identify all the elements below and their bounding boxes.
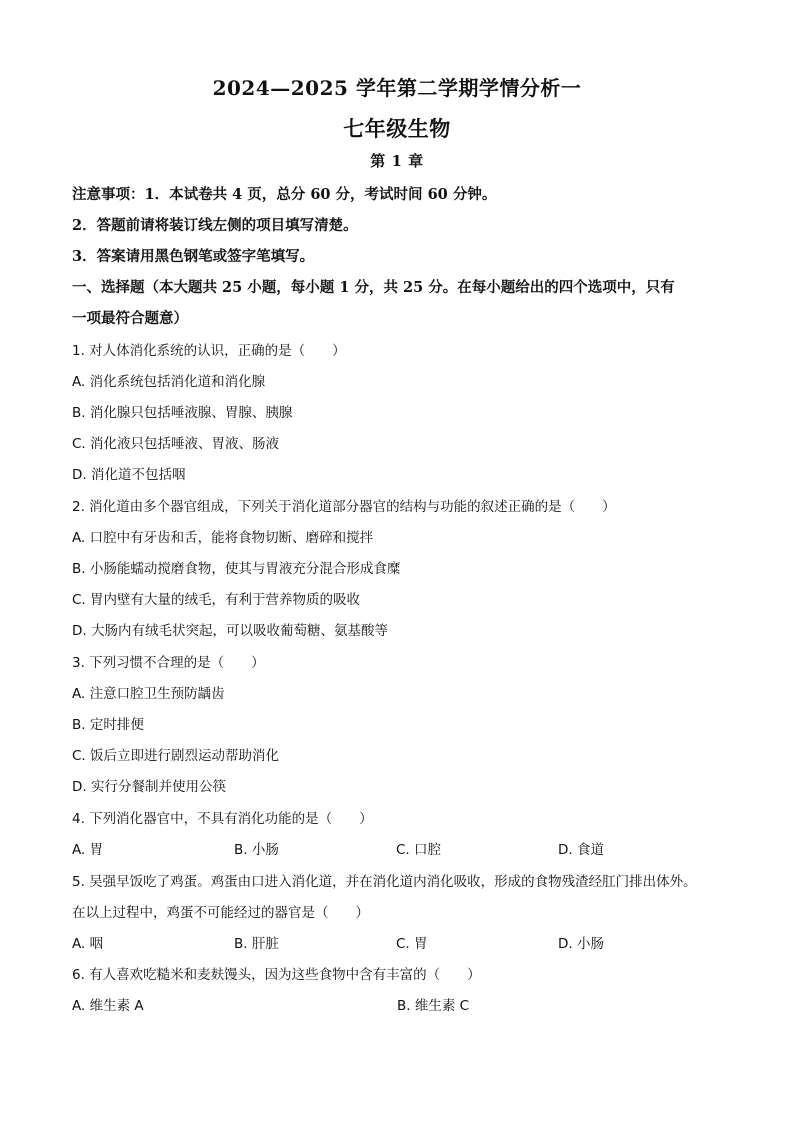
- exam-subject: 七年级生物: [343, 116, 451, 141]
- q2-option-d: D. 大肠内有绒毛状突起，可以吸收葡萄糖、氨基酸等: [72, 623, 388, 639]
- q5-stem-line2: 在以上过程中，鸡蛋不可能经过的器官是（ ）: [72, 905, 369, 921]
- note-3: 3．答案请用黑色钢笔或签字笔填写。: [72, 248, 315, 265]
- q3-option-d: D. 实行分餐制并使用公筷: [72, 779, 226, 795]
- q5-option-c: C. 胃: [396, 936, 428, 952]
- q1-stem: 1. 对人体消化系统的认识，正确的是（ ）: [72, 343, 346, 359]
- q4-option-a: A. 胃: [72, 842, 104, 858]
- q4-option-d: D. 食道: [558, 842, 604, 858]
- q5-stem-line1: 5. 吴强早饭吃了鸡蛋。鸡蛋由口进入消化道，并在消化道内消化吸收，形成的食物残渣经肛门排出体外。: [72, 874, 697, 890]
- q6-option-a: A. 维生素 A: [72, 998, 144, 1014]
- q1-option-b: B. 消化腺只包括唾液腺、胃腺、胰腺: [72, 405, 293, 421]
- q4-option-b: B. 小肠: [234, 842, 279, 858]
- q2-option-c: C. 胃内壁有大量的绒毛，有利于营养物质的吸收: [72, 592, 361, 608]
- q5-option-d: D. 小肠: [558, 936, 604, 952]
- q6-options: [72, 994, 722, 1014]
- note-1: 注意事项：1．本试卷共 4 页，总分 60 分，考试时间 60 分钟。: [72, 186, 497, 203]
- section-heading-line1: 一、选择题（本大题共 25 小题，每小题 1 分，共 25 分。在每小题给出的四个选项中，只有: [72, 279, 675, 296]
- q3-option-b: B. 定时排便: [72, 717, 144, 733]
- q1-option-c: C. 消化液只包括唾液、胃液、肠液: [72, 436, 280, 452]
- q2-stem: 2. 消化道由多个器官组成，下列关于消化道部分器官的结构与功能的叙述正确的是（ ）: [72, 499, 616, 515]
- q4-stem: 4. 下列消化器官中，不具有消化功能的是（ ）: [72, 811, 373, 827]
- q3-stem: 3. 下列习惯不合理的是（ ）: [72, 655, 265, 671]
- q5-options: [72, 932, 722, 952]
- exam-title: 2024—2025 学年第二学期学情分析一: [212, 76, 582, 100]
- q6-option-b: B. 维生素 C: [397, 998, 470, 1014]
- q5-option-a: A. 咽: [72, 936, 104, 952]
- q6-stem: 6. 有人喜欢吃糙米和麦麸馒头，因为这些食物中含有丰富的（ ）: [72, 967, 481, 983]
- q5-option-b: B. 肝脏: [234, 936, 279, 952]
- q3-option-c: C. 饭后立即进行剧烈运动帮助消化: [72, 748, 280, 764]
- note-2: 2．答题前请将装订线左侧的项目填写清楚。: [72, 217, 358, 234]
- q2-option-a: A. 口腔中有牙齿和舌，能将食物切断、磨碎和搅拌: [72, 530, 374, 546]
- q3-option-a: A. 注意口腔卫生预防龋齿: [72, 686, 225, 702]
- q1-option-d: D. 消化道不包括咽: [72, 467, 186, 483]
- section-heading-line2: 一项最符合题意）: [72, 310, 188, 327]
- exam-chapter: 第 1 章: [370, 152, 424, 170]
- q4-option-c: C. 口腔: [396, 842, 442, 858]
- q2-option-b: B. 小肠能蠕动搅磨食物，使其与胃液充分混合形成食糜: [72, 561, 401, 577]
- q4-options: [72, 838, 722, 858]
- q1-option-a: A. 消化系统包括消化道和消化腺: [72, 374, 266, 390]
